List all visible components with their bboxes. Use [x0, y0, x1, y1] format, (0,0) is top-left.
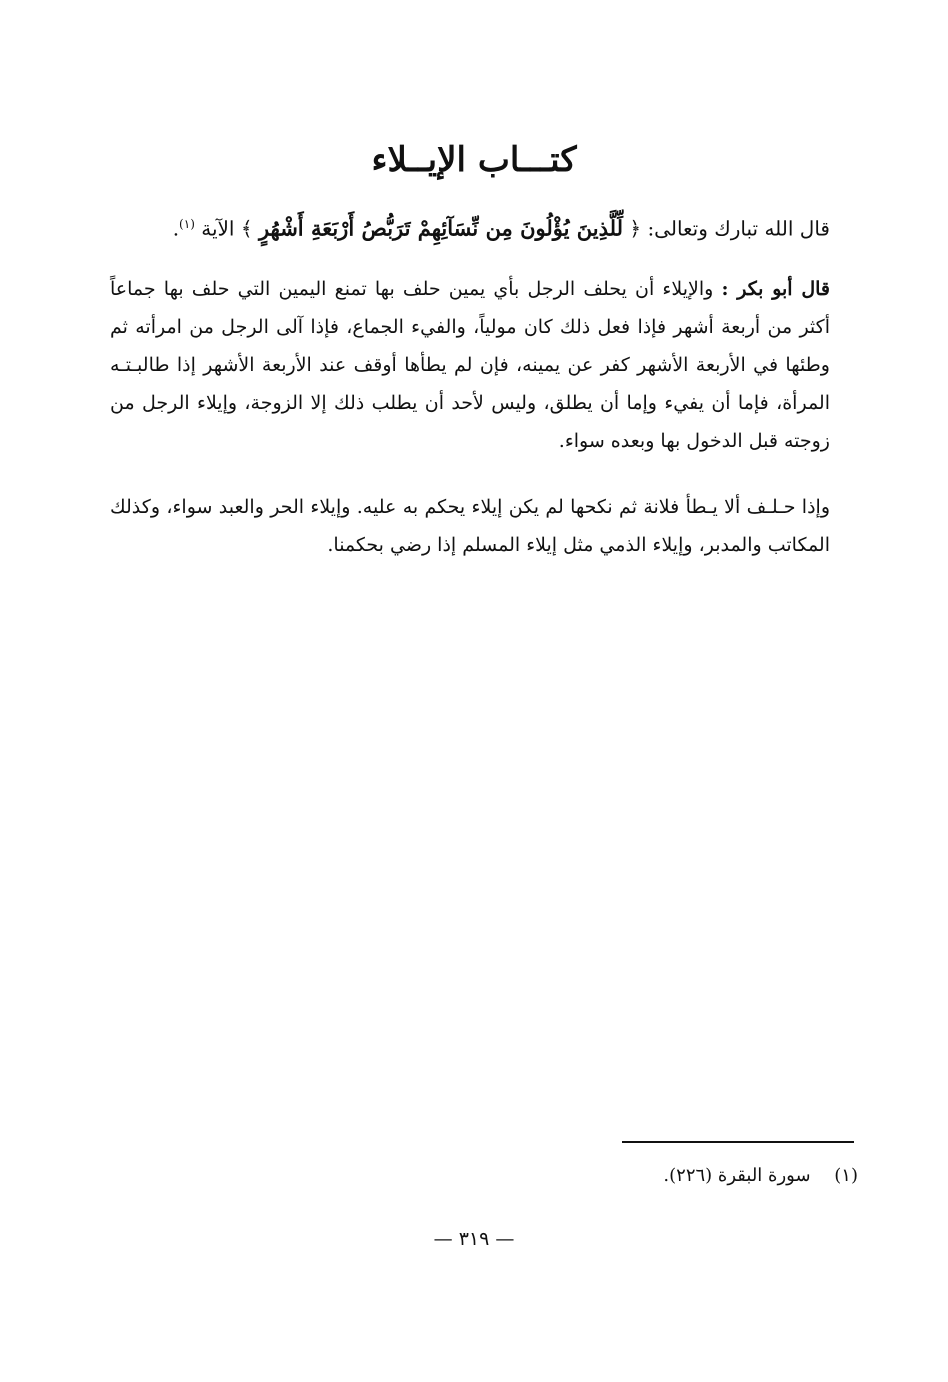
footnote-divider: [622, 1141, 854, 1143]
footnote-text: سورة البقرة (٢٢٦).: [663, 1165, 811, 1186]
paragraph-1-text: والإيلاء أن يحلف الرجل بأي يمين حلف بها تمنع اليمين التي حلف بها جماعاً أكثر من أربعة أشهر فإذا فعل ذلك كان مولياً، والفيء الجماع، فإذا آلى الرجل من امرأته ثم وطئها في الأربعة الأشهر كفر عن يمينه، فإن لم يطأها أوقف عند الأربعة الأشهر إذا طالبـتـه المرأة، فإما أن يفيء وإما أن يطلق، وليس لأحد أن يطلب ذلك إلا الزوجة، وإيلاء الرجل من زوجته قبل الدخول بها وبعده سواء.: [110, 278, 830, 452]
footnote-reference: (١): [179, 217, 195, 231]
verse-suffix: الآية: [201, 216, 235, 241]
verse-intro: قال الله تبارك وتعالى:: [647, 216, 830, 241]
verse-end: .: [172, 216, 180, 241]
paragraph-1: [110, 270, 830, 460]
chapter-title: كتـــاب الإيــلاء: [371, 140, 577, 180]
footnote: [138, 1160, 858, 1192]
verse-line: [110, 206, 830, 247]
paragraph-2: [110, 488, 830, 564]
quran-verse-text: لِّلَّذِينَ يُؤْلُونَ مِن نِّسَآئِهِمْ تَرَبُّصُ أَرْبَعَةِ أَشْهُرٍ: [258, 215, 623, 241]
paragraph-2-text: وإذا حـلـف ألا يـطأ فلانة ثم نكحها لم يكن إيلاء يحكم به عليه. وإيلاء الحر والعبد سواء، وكذلك المكاتب والمدبر، وإيلاء الذمي مثل إيلاء المسلم إذا رضي بحكمنا.: [110, 496, 830, 556]
verse-open-bracket: ﴿: [629, 216, 642, 241]
speaker-label: قال أبو بكر :: [721, 278, 831, 300]
verse-close-bracket: ﴾: [240, 216, 253, 241]
page-number: — ٣١٩ —: [433, 1228, 515, 1250]
footnote-number: (١): [834, 1165, 858, 1186]
